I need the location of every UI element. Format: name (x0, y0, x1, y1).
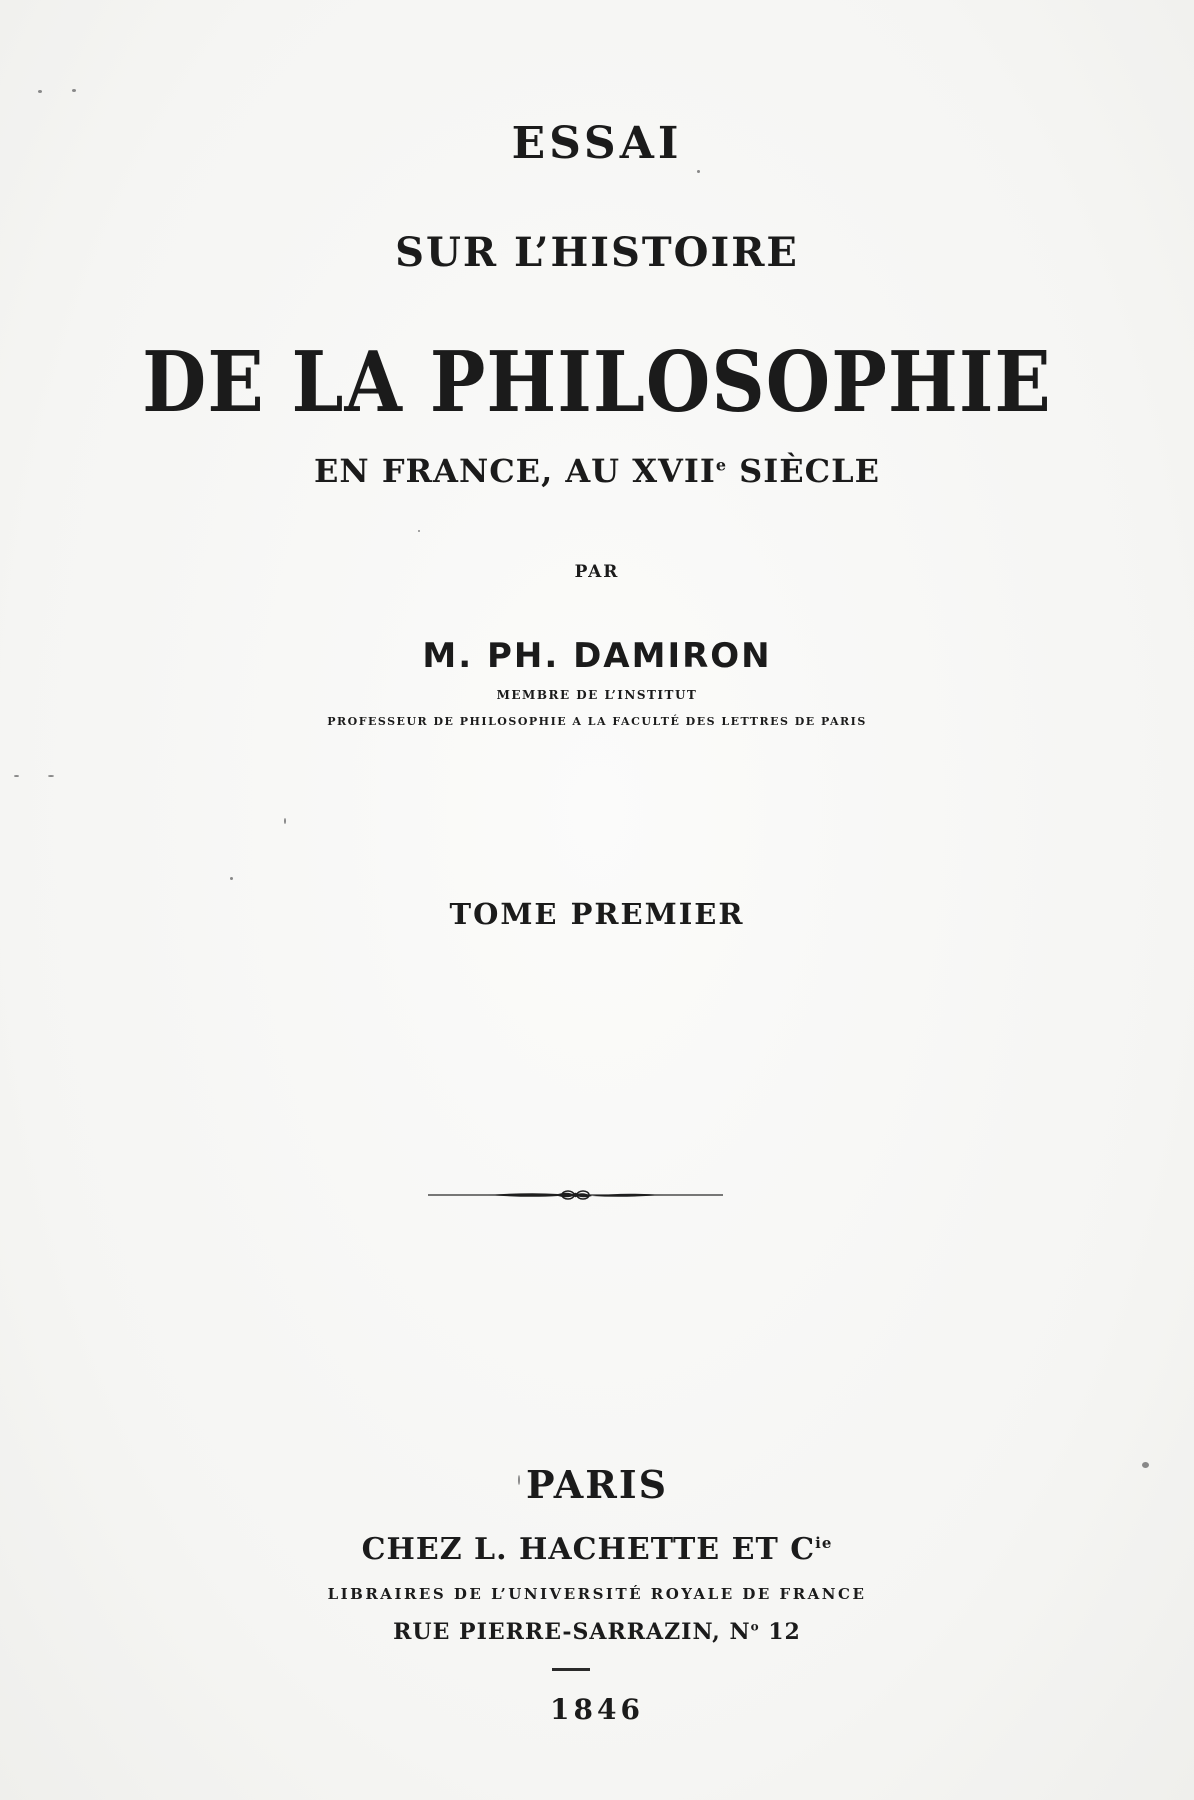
subtitle-en-france (0, 452, 1194, 490)
imprint-address (0, 1619, 1194, 1645)
paper-speck (284, 818, 286, 824)
subtitle-end: SIÈCLE (727, 452, 880, 490)
imprint-year: 1846 (550, 1693, 644, 1726)
imprint-publisher (0, 1532, 1194, 1567)
paper-speck (48, 775, 54, 777)
author-name: M. PH. DAMIRON (422, 636, 772, 676)
subtitle-main: EN FRANCE, AU XVII (314, 452, 716, 490)
title-line-philosophie: DE LA PHILOSOPHIE (142, 334, 1052, 432)
par-label: PAR (574, 562, 620, 582)
short-rule-divider (552, 1668, 590, 1671)
title-line-essai: ESSAI (511, 118, 683, 169)
paper-speck (418, 530, 420, 532)
author-title-professeur: PROFESSEUR DE PHILOSOPHIE A LA FACULTÉ DES LETTRES DE PARIS (327, 715, 867, 728)
paper-speck (72, 89, 76, 92)
ornament-rule-icon (428, 1188, 723, 1202)
address-superscript: o (750, 1619, 760, 1634)
volume-label: TOME PREMIER (449, 897, 745, 931)
paper-speck (1142, 1462, 1149, 1468)
paper-speck (518, 1475, 520, 1485)
imprint-city: PARIS (525, 1462, 669, 1507)
paper-speck (230, 877, 233, 880)
paper-speck (38, 90, 42, 93)
paper-speck (14, 775, 19, 777)
paper-speck (697, 170, 700, 173)
imprint-booksellers: LIBRAIRES DE L’UNIVERSITÉ ROYALE DE FRANCE (327, 1585, 867, 1603)
author-title-membre: MEMBRE DE L’INSTITUT (496, 688, 698, 702)
subtitle-superscript: e (715, 455, 727, 475)
address-end: 12 (759, 1619, 801, 1645)
publisher-main: CHEZ L. HACHETTE ET C (361, 1532, 816, 1567)
publisher-superscript: ie (815, 1534, 833, 1552)
title-line-sur-l-histoire: SUR L’HISTOIRE (395, 229, 799, 276)
address-main: RUE PIERRE-SARRAZIN, N (393, 1619, 751, 1645)
